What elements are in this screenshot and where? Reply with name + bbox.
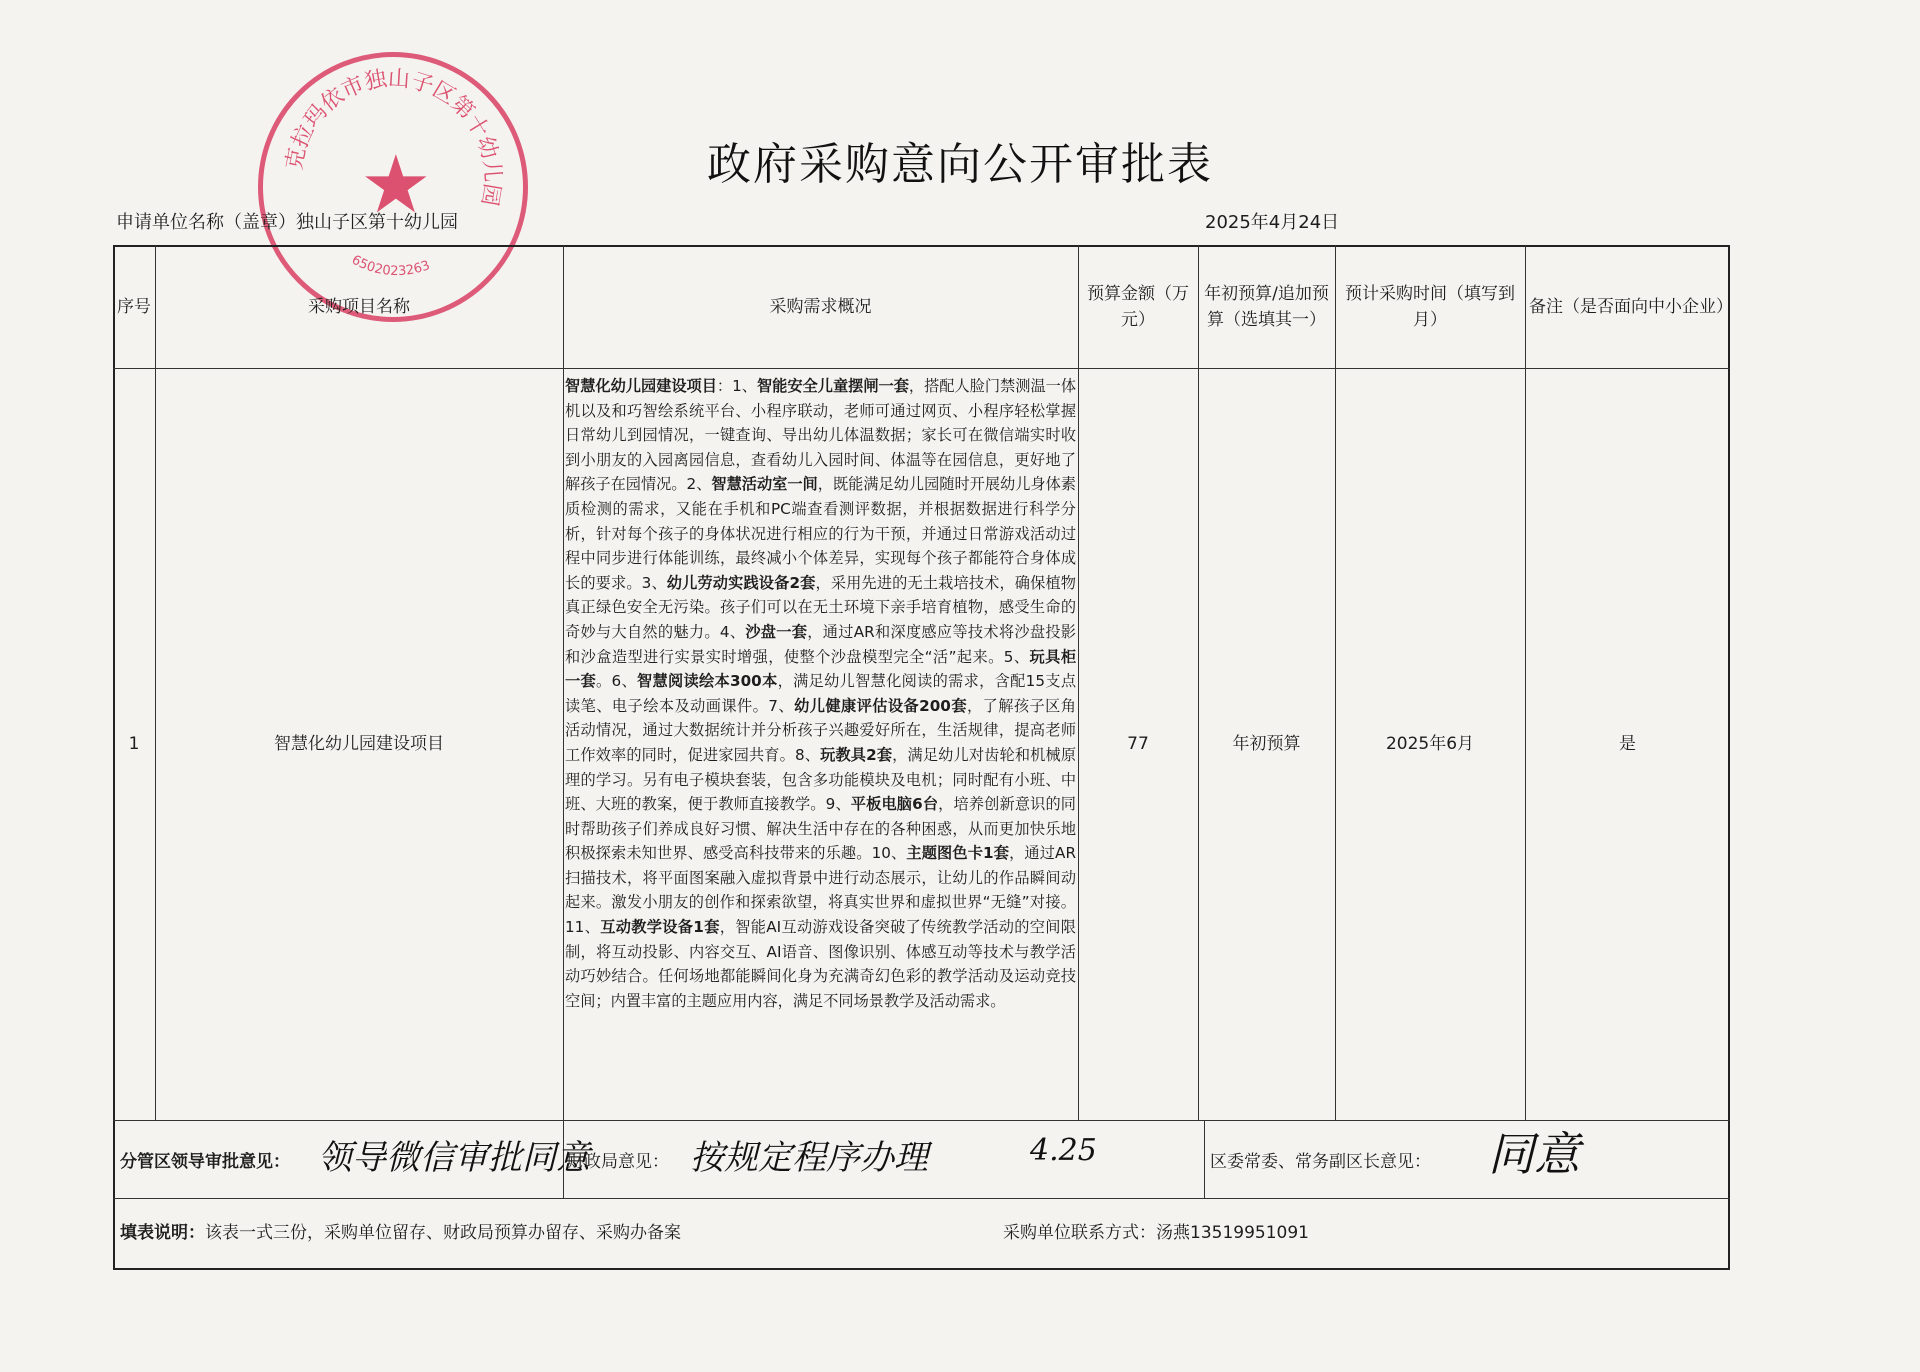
desc-text: ，满足幼儿对齿轮和机械原理的学习。另有电子模块套装，包含多功能模块及电机；同时配有小班、中班、大班的教案，便于教师直接教学。9、 [565, 745, 1076, 814]
district-leader-label: 分管区领导审批意见： [120, 1152, 290, 1172]
desc-item-bold: 智能安全儿童摆闸一套 [756, 377, 909, 395]
finance-signature: 按规定程序办理 [690, 1138, 928, 1178]
desc-item-bold: 幼儿劳动实践设备2套 [666, 573, 816, 592]
form-note [120, 1218, 681, 1243]
applicant-unit: 申请单位名称（盖章）独山子区第十幼儿园 [116, 212, 458, 233]
row-no: 1 [128, 734, 140, 754]
header-remark: 备注（是否面向中小企业） [1529, 296, 1733, 317]
desc-item-bold: 主题图色卡1套 [906, 844, 1010, 863]
desc-text: ，搭配人脸门禁测温一体机以及和巧智绘系统平台、小程序联动，老师可通过网页、小程序轻松掌握日常幼儿到园情况，一键查询、导出幼儿体温数据；家长可在微信端实时收到小朋友的入园离园信息，查看幼儿入园时间、体温等在园信息，更好地了解孩子在园情况。2、 [565, 377, 1076, 494]
seal-name: 克拉玛依市独山子区第十幼儿园 [281, 67, 505, 208]
header-no: 序号 [117, 296, 151, 317]
desc-text: ，采用先进的无土栽培技术，确保植物真正绿色安全无污染。孩子们可以在无土环境下亲手培育植物，感受生命的奇妙与大自然的魅力。4、 [565, 573, 1076, 641]
desc-text: ：1、 [716, 377, 757, 395]
finance-label: 财政局意见： [567, 1152, 669, 1172]
header-purchase-time: 预计采购时间（填写到月） [1345, 283, 1515, 330]
header-budget-type: 年初预算/追加预算（选填其一） [1204, 283, 1329, 330]
row-divider [113, 1198, 1730, 1199]
note-text: 该表一式三份，采购单位留存、财政局预算办留存、采购办备案 [205, 1223, 681, 1243]
desc-item-bold: 智慧阅读绘本300本 [637, 672, 778, 691]
contact-info: 采购单位联系方式：汤燕13519951091 [1003, 1223, 1309, 1243]
committee-signature: 同意 [1488, 1127, 1580, 1181]
page-title: 政府采购意向公开审批表 [707, 139, 1213, 190]
desc-text: ，既能满足幼儿园随时开展幼儿身体素质检测的需求，又能在手机和PC端查看测评数据，并根据数据进行科学分析，针对每个孩子的身体状况进行相应的行为干预，并通过日常游戏活动过程中同步进行体能训练，最终减小个体差异，实现每个孩子都能符合身体成长的要求。3、 [565, 475, 1076, 592]
district-leader-signature: 领导微信审批同意 [318, 1138, 590, 1178]
desc-item-bold: 幼儿健康评估设备200套 [794, 696, 967, 715]
row-purchase-time: 2025年6月 [1385, 734, 1475, 754]
header-budget: 预算金额（万元） [1087, 283, 1189, 330]
desc-text: ，通过AR扫描技术，将平面图案融入虚拟背景中进行动态展示，让幼儿的作品瞬间动起来。激发小朋友的创作和探索欲望，将真实世界和虚拟世界“无缝”对接。11、 [565, 844, 1076, 937]
desc-item-bold: 沙盘一套 [745, 622, 808, 641]
row-overview [565, 374, 1076, 1120]
star-icon: ★ [360, 138, 432, 231]
col-divider [563, 245, 564, 1120]
desc-text: ，了解孩子区角活动情况，通过大数据统计并分析孩子兴趣爱好所在，生活规律，提高老师工作效率的同时，促进家园共育。8、 [565, 696, 1076, 764]
desc-item-bold: 玩具柜一套 [565, 647, 1076, 691]
desc-item-bold: 互动教学设备1套 [600, 918, 720, 937]
desc-item-bold: 智慧化幼儿园建设项目 [565, 377, 717, 395]
committee-label: 区委常委、常务副区长意见： [1210, 1152, 1431, 1172]
seal-number: 6502023263 [349, 252, 433, 280]
col-divider [1204, 1120, 1205, 1198]
desc-item-bold: 智慧活动室一间 [711, 475, 818, 494]
row-project-name: 智慧化幼儿园建设项目 [274, 734, 444, 754]
row-remark: 是 [1619, 734, 1636, 754]
row-budget-type: 年初预算 [1232, 734, 1301, 754]
desc-text: ，培养创新意识的同时帮助孩子们养成良好习惯、解决生活中存在的各种困惑，从而更加快乐地积极探索未知世界、感受高科技带来的乐趣。10、 [565, 795, 1076, 863]
header-overview: 采购需求概况 [769, 296, 872, 317]
header-project: 采购项目名称 [308, 296, 410, 317]
desc-text: 。6、 [596, 672, 638, 691]
desc-text: ，通过AR和深度感应等技术将沙盘投影和沙盒造型进行实景实时增强，使整个沙盘模型完全“活”起来。5、 [565, 622, 1076, 666]
desc-item-bold: 平板电脑6台 [850, 795, 939, 814]
desc-text: ，满足幼儿智慧化阅读的需求，含配15支点读笔、电子绘本及动画课件。7、 [565, 672, 1076, 715]
form-date: 2025年4月24日 [1205, 212, 1340, 233]
desc-item-bold: 玩教具2套 [820, 745, 893, 764]
finance-sign-date: 4.25 [1030, 1133, 1097, 1168]
row-budget: 77 [1127, 734, 1149, 754]
note-label: 填表说明： [120, 1223, 205, 1243]
desc-text: ，智能AI互动游戏设备突破了传统教学活动的空间限制，将互动投影、内容交互、AI语音、图像识别、体感互动等技术与教学活动巧妙结合。任何场地都能瞬间化身为充满奇幻色彩的教学活动及运动竞技空间；内置丰富的主题应用内容，满足不同场景教学及活动需求。 [565, 918, 1076, 1010]
